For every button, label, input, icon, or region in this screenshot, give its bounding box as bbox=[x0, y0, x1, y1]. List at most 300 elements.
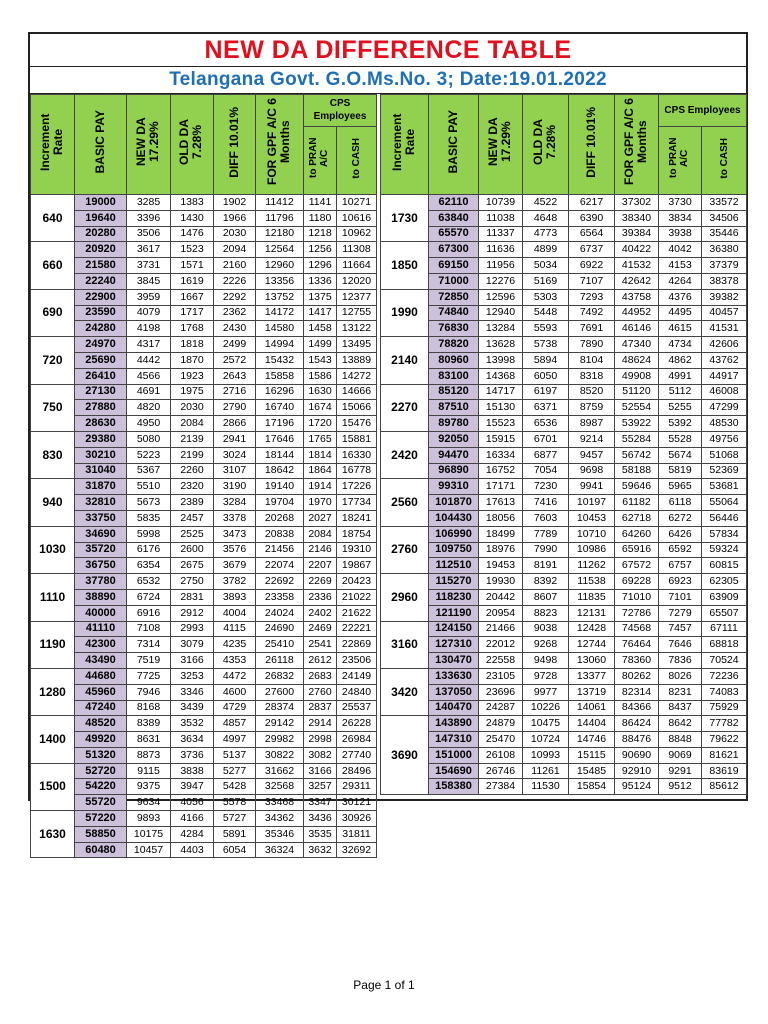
value-cell: 16330 bbox=[337, 447, 377, 463]
basic-pay-cell: 31870 bbox=[75, 479, 127, 495]
table-row bbox=[31, 305, 377, 321]
value-cell: 4264 bbox=[659, 273, 702, 289]
table-row bbox=[381, 431, 747, 447]
value-cell: 5034 bbox=[523, 258, 569, 274]
value-cell: 1499 bbox=[304, 337, 337, 353]
basic-pay-cell: 104430 bbox=[429, 510, 479, 526]
value-cell: 2914 bbox=[304, 716, 337, 732]
value-cell: 4691 bbox=[127, 384, 171, 400]
value-cell: 9457 bbox=[569, 447, 615, 463]
value-cell: 4857 bbox=[214, 716, 256, 732]
value-cell: 30121 bbox=[337, 795, 377, 811]
value-cell: 9115 bbox=[127, 763, 171, 779]
value-cell: 55064 bbox=[702, 495, 747, 511]
value-cell: 1375 bbox=[304, 289, 337, 305]
value-cell: 9268 bbox=[523, 637, 569, 653]
table-row bbox=[31, 463, 377, 479]
value-cell: 23358 bbox=[256, 589, 304, 605]
table-row bbox=[381, 605, 747, 621]
value-cell: 18499 bbox=[479, 526, 523, 542]
table-row bbox=[381, 226, 747, 242]
value-cell: 8642 bbox=[659, 716, 702, 732]
value-cell: 48624 bbox=[615, 352, 659, 368]
value-cell: 4317 bbox=[127, 337, 171, 353]
value-cell: 43762 bbox=[702, 352, 747, 368]
page-footer: Page 1 of 1 bbox=[353, 978, 415, 992]
value-cell: 2457 bbox=[171, 510, 214, 526]
value-cell: 1180 bbox=[304, 210, 337, 226]
value-cell: 21466 bbox=[479, 621, 523, 637]
header-diff-text: DIFF 10.01% bbox=[584, 106, 598, 178]
basic-pay-cell: 55720 bbox=[75, 795, 127, 811]
table-row bbox=[31, 289, 377, 305]
value-cell: 20268 bbox=[256, 510, 304, 526]
basic-pay-cell: 26410 bbox=[75, 368, 127, 384]
value-cell: 22012 bbox=[479, 637, 523, 653]
value-cell: 9498 bbox=[523, 653, 569, 669]
value-cell: 8848 bbox=[659, 732, 702, 748]
value-cell: 19867 bbox=[337, 558, 377, 574]
header-to-cash bbox=[337, 126, 377, 194]
table-row bbox=[31, 447, 377, 463]
table-row bbox=[381, 779, 747, 795]
table-row bbox=[31, 368, 377, 384]
basic-pay-cell: 24970 bbox=[75, 337, 127, 353]
table-row bbox=[381, 653, 747, 669]
value-cell: 2993 bbox=[171, 621, 214, 637]
table-row bbox=[381, 305, 747, 321]
value-cell: 15523 bbox=[479, 416, 523, 432]
value-cell: 51120 bbox=[615, 384, 659, 400]
value-cell: 37379 bbox=[702, 258, 747, 274]
table-row bbox=[381, 716, 747, 732]
value-cell: 49756 bbox=[702, 431, 747, 447]
value-cell: 6532 bbox=[127, 574, 171, 590]
value-cell: 1523 bbox=[171, 242, 214, 258]
value-cell: 10993 bbox=[523, 747, 569, 763]
left-da-table bbox=[30, 94, 377, 858]
value-cell: 8987 bbox=[569, 416, 615, 432]
table-row bbox=[381, 273, 747, 289]
value-cell: 9512 bbox=[659, 779, 702, 795]
value-cell: 7279 bbox=[659, 605, 702, 621]
basic-pay-cell: 27130 bbox=[75, 384, 127, 400]
table-row bbox=[31, 558, 377, 574]
basic-pay-cell: 67300 bbox=[429, 242, 479, 258]
table-row bbox=[31, 763, 377, 779]
table-row bbox=[381, 210, 747, 226]
value-cell: 2260 bbox=[171, 463, 214, 479]
header-old-da bbox=[171, 95, 214, 195]
table-row bbox=[381, 463, 747, 479]
value-cell: 6724 bbox=[127, 589, 171, 605]
value-cell: 41532 bbox=[615, 258, 659, 274]
table-row bbox=[31, 542, 377, 558]
table-row bbox=[31, 352, 377, 368]
table-row bbox=[31, 495, 377, 511]
value-cell: 10724 bbox=[523, 732, 569, 748]
value-cell: 11796 bbox=[256, 210, 304, 226]
value-cell: 4166 bbox=[171, 811, 214, 827]
basic-pay-cell: 158380 bbox=[429, 779, 479, 795]
value-cell: 7836 bbox=[659, 653, 702, 669]
value-cell: 17646 bbox=[256, 431, 304, 447]
value-cell: 56742 bbox=[615, 447, 659, 463]
value-cell: 3782 bbox=[214, 574, 256, 590]
value-cell: 3285 bbox=[127, 195, 171, 211]
value-cell: 19140 bbox=[256, 479, 304, 495]
value-cell: 6916 bbox=[127, 605, 171, 621]
value-cell: 15854 bbox=[569, 779, 615, 795]
subtitle-row bbox=[30, 66, 746, 94]
value-cell: 36324 bbox=[256, 842, 304, 858]
value-cell: 1383 bbox=[171, 195, 214, 211]
basic-pay-cell: 69150 bbox=[429, 258, 479, 274]
table-row bbox=[381, 747, 747, 763]
value-cell: 16778 bbox=[337, 463, 377, 479]
value-cell: 8607 bbox=[523, 589, 569, 605]
value-cell: 4997 bbox=[214, 732, 256, 748]
value-cell: 1296 bbox=[304, 258, 337, 274]
value-cell: 2362 bbox=[214, 305, 256, 321]
value-cell: 4284 bbox=[171, 826, 214, 842]
basic-pay-cell: 71000 bbox=[429, 273, 479, 289]
basic-pay-cell: 109750 bbox=[429, 542, 479, 558]
value-cell: 5510 bbox=[127, 479, 171, 495]
value-cell: 8389 bbox=[127, 716, 171, 732]
value-cell: 2866 bbox=[214, 416, 256, 432]
table-row bbox=[31, 510, 377, 526]
value-cell: 38340 bbox=[615, 210, 659, 226]
value-cell: 26746 bbox=[479, 763, 523, 779]
increment-rate-cell: 1280 bbox=[31, 668, 75, 715]
basic-pay-cell: 36750 bbox=[75, 558, 127, 574]
basic-pay-cell: 124150 bbox=[429, 621, 479, 637]
value-cell: 1814 bbox=[304, 447, 337, 463]
page-subtitle: Telangana Govt. G.O.Ms.No. 3; Date:19.01.2022 bbox=[169, 69, 607, 90]
value-cell: 5223 bbox=[127, 447, 171, 463]
basic-pay-cell: 101870 bbox=[429, 495, 479, 511]
value-cell: 12276 bbox=[479, 273, 523, 289]
value-cell: 32692 bbox=[337, 842, 377, 858]
value-cell: 5112 bbox=[659, 384, 702, 400]
value-cell: 12596 bbox=[479, 289, 523, 305]
value-cell: 11337 bbox=[479, 226, 523, 242]
value-cell: 67572 bbox=[615, 558, 659, 574]
basic-pay-cell: 25690 bbox=[75, 352, 127, 368]
increment-rate-cell: 1110 bbox=[31, 574, 75, 621]
value-cell: 81621 bbox=[702, 747, 747, 763]
value-cell: 3190 bbox=[214, 479, 256, 495]
value-cell: 22692 bbox=[256, 574, 304, 590]
basic-pay-cell: 19000 bbox=[75, 195, 127, 211]
table-row bbox=[381, 510, 747, 526]
value-cell: 8191 bbox=[523, 558, 569, 574]
value-cell: 40457 bbox=[702, 305, 747, 321]
right-da-table bbox=[380, 94, 747, 795]
value-cell: 2336 bbox=[304, 589, 337, 605]
value-cell: 14717 bbox=[479, 384, 523, 400]
value-cell: 13495 bbox=[337, 337, 377, 353]
basic-pay-cell: 80960 bbox=[429, 352, 479, 368]
basic-pay-cell: 33750 bbox=[75, 510, 127, 526]
value-cell: 61182 bbox=[615, 495, 659, 511]
value-cell: 2269 bbox=[304, 574, 337, 590]
table-row bbox=[381, 542, 747, 558]
header-new-da bbox=[127, 95, 171, 195]
basic-pay-cell: 99310 bbox=[429, 479, 479, 495]
value-cell: 2831 bbox=[171, 589, 214, 605]
value-cell: 12755 bbox=[337, 305, 377, 321]
value-cell: 3082 bbox=[304, 747, 337, 763]
value-cell: 2030 bbox=[171, 400, 214, 416]
value-cell: 7293 bbox=[569, 289, 615, 305]
value-cell: 71010 bbox=[615, 589, 659, 605]
value-cell: 6426 bbox=[659, 526, 702, 542]
value-cell: 3947 bbox=[171, 779, 214, 795]
value-cell: 5673 bbox=[127, 495, 171, 511]
value-cell: 74568 bbox=[615, 621, 659, 637]
table-row bbox=[381, 384, 747, 400]
value-cell: 8437 bbox=[659, 700, 702, 716]
value-cell: 29142 bbox=[256, 716, 304, 732]
value-cell: 15881 bbox=[337, 431, 377, 447]
table-row bbox=[31, 621, 377, 637]
value-cell: 7054 bbox=[523, 463, 569, 479]
value-cell: 17734 bbox=[337, 495, 377, 511]
value-cell: 1417 bbox=[304, 305, 337, 321]
value-cell: 20954 bbox=[479, 605, 523, 621]
value-cell: 30822 bbox=[256, 747, 304, 763]
value-cell: 24690 bbox=[256, 621, 304, 637]
value-cell: 62718 bbox=[615, 510, 659, 526]
value-cell: 83619 bbox=[702, 763, 747, 779]
value-cell: 24840 bbox=[337, 684, 377, 700]
value-cell: 11956 bbox=[479, 258, 523, 274]
value-cell: 2027 bbox=[304, 510, 337, 526]
value-cell: 4648 bbox=[523, 210, 569, 226]
basic-pay-cell: 44680 bbox=[75, 668, 127, 684]
value-cell: 5578 bbox=[214, 795, 256, 811]
basic-pay-cell: 48520 bbox=[75, 716, 127, 732]
value-cell: 59324 bbox=[702, 542, 747, 558]
value-cell: 20838 bbox=[256, 526, 304, 542]
table-row bbox=[381, 368, 747, 384]
value-cell: 7990 bbox=[523, 542, 569, 558]
table-row bbox=[31, 811, 377, 827]
value-cell: 6354 bbox=[127, 558, 171, 574]
value-cell: 4403 bbox=[171, 842, 214, 858]
value-cell: 7314 bbox=[127, 637, 171, 653]
value-cell: 4376 bbox=[659, 289, 702, 305]
value-cell: 38378 bbox=[702, 273, 747, 289]
table-row bbox=[31, 747, 377, 763]
basic-pay-cell: 52720 bbox=[75, 763, 127, 779]
value-cell: 62305 bbox=[702, 574, 747, 590]
table-row bbox=[31, 668, 377, 684]
value-cell: 3079 bbox=[171, 637, 214, 653]
value-cell: 1571 bbox=[171, 258, 214, 274]
header-to-pran bbox=[659, 126, 702, 194]
value-cell: 26108 bbox=[479, 747, 523, 763]
value-cell: 7603 bbox=[523, 510, 569, 526]
table-row bbox=[31, 637, 377, 653]
value-cell: 6701 bbox=[523, 431, 569, 447]
increment-rate-cell: 750 bbox=[31, 384, 75, 431]
value-cell: 9698 bbox=[569, 463, 615, 479]
value-cell: 5835 bbox=[127, 510, 171, 526]
value-cell: 24149 bbox=[337, 668, 377, 684]
increment-rate-cell: 3690 bbox=[381, 716, 429, 795]
value-cell: 14368 bbox=[479, 368, 523, 384]
value-cell: 18642 bbox=[256, 463, 304, 479]
value-cell: 26832 bbox=[256, 668, 304, 684]
value-cell: 7691 bbox=[569, 321, 615, 337]
value-cell: 47340 bbox=[615, 337, 659, 353]
table-row bbox=[31, 416, 377, 432]
increment-rate-cell: 2760 bbox=[381, 526, 429, 573]
basic-pay-cell: 115270 bbox=[429, 574, 479, 590]
value-cell: 7108 bbox=[127, 621, 171, 637]
value-cell: 2094 bbox=[214, 242, 256, 258]
value-cell: 5448 bbox=[523, 305, 569, 321]
header-new-da-text: NEW DA 17.29% bbox=[133, 117, 161, 167]
value-cell: 6592 bbox=[659, 542, 702, 558]
value-cell: 40422 bbox=[615, 242, 659, 258]
value-cell: 15476 bbox=[337, 416, 377, 432]
basic-pay-cell: 151000 bbox=[429, 747, 479, 763]
increment-rate-cell: 1500 bbox=[31, 763, 75, 810]
basic-pay-cell: 143890 bbox=[429, 716, 479, 732]
value-cell: 79622 bbox=[702, 732, 747, 748]
value-cell: 69228 bbox=[615, 574, 659, 590]
value-cell: 6877 bbox=[523, 447, 569, 463]
increment-rate-cell: 2420 bbox=[381, 431, 429, 478]
basic-pay-cell: 35720 bbox=[75, 542, 127, 558]
basic-pay-cell: 87510 bbox=[429, 400, 479, 416]
value-cell: 4566 bbox=[127, 368, 171, 384]
value-cell: 15066 bbox=[337, 400, 377, 416]
value-cell: 68818 bbox=[702, 637, 747, 653]
value-cell: 2600 bbox=[171, 542, 214, 558]
header-old-da-text: OLD DA 7.28% bbox=[530, 119, 558, 165]
value-cell: 72236 bbox=[702, 668, 747, 684]
increment-rate-cell: 1730 bbox=[381, 195, 429, 242]
value-cell: 3378 bbox=[214, 510, 256, 526]
value-cell: 1870 bbox=[171, 352, 214, 368]
value-cell: 42606 bbox=[702, 337, 747, 353]
value-cell: 25537 bbox=[337, 700, 377, 716]
value-cell: 10739 bbox=[479, 195, 523, 211]
value-cell: 1336 bbox=[304, 273, 337, 289]
table-row bbox=[381, 337, 747, 353]
value-cell: 7946 bbox=[127, 684, 171, 700]
value-cell: 63909 bbox=[702, 589, 747, 605]
value-cell: 2320 bbox=[171, 479, 214, 495]
value-cell: 1966 bbox=[214, 210, 256, 226]
value-cell: 18241 bbox=[337, 510, 377, 526]
value-cell: 9069 bbox=[659, 747, 702, 763]
value-cell: 6923 bbox=[659, 574, 702, 590]
value-cell: 2941 bbox=[214, 431, 256, 447]
increment-rate-cell: 640 bbox=[31, 195, 75, 242]
value-cell: 26228 bbox=[337, 716, 377, 732]
value-cell: 34506 bbox=[702, 210, 747, 226]
table-row bbox=[381, 668, 747, 684]
value-cell: 37302 bbox=[615, 195, 659, 211]
value-cell: 17196 bbox=[256, 416, 304, 432]
value-cell: 14061 bbox=[569, 700, 615, 716]
value-cell: 4115 bbox=[214, 621, 256, 637]
increment-rate-cell: 2140 bbox=[381, 337, 429, 384]
basic-pay-cell: 32810 bbox=[75, 495, 127, 511]
value-cell: 4079 bbox=[127, 305, 171, 321]
value-cell: 17226 bbox=[337, 479, 377, 495]
value-cell: 2683 bbox=[304, 668, 337, 684]
table-row bbox=[381, 763, 747, 779]
value-cell: 41531 bbox=[702, 321, 747, 337]
value-cell: 1765 bbox=[304, 431, 337, 447]
value-cell: 1923 bbox=[171, 368, 214, 384]
value-cell: 15115 bbox=[569, 747, 615, 763]
value-cell: 13998 bbox=[479, 352, 523, 368]
value-cell: 7492 bbox=[569, 305, 615, 321]
basic-pay-cell: 147310 bbox=[429, 732, 479, 748]
basic-pay-cell: 83100 bbox=[429, 368, 479, 384]
value-cell: 19704 bbox=[256, 495, 304, 511]
value-cell: 8318 bbox=[569, 368, 615, 384]
value-cell: 6737 bbox=[569, 242, 615, 258]
header-gpf-text: FOR GPF A/C 6 Months bbox=[621, 98, 649, 186]
value-cell: 15432 bbox=[256, 352, 304, 368]
value-cell: 65507 bbox=[702, 605, 747, 621]
value-cell: 3439 bbox=[171, 700, 214, 716]
value-cell: 11538 bbox=[569, 574, 615, 590]
header-increment-rate-text: Increment Rate bbox=[389, 113, 417, 171]
basic-pay-cell: 34690 bbox=[75, 526, 127, 542]
value-cell: 1975 bbox=[171, 384, 214, 400]
value-cell: 14666 bbox=[337, 384, 377, 400]
value-cell: 3166 bbox=[304, 763, 337, 779]
value-cell: 86424 bbox=[615, 716, 659, 732]
basic-pay-cell: 94470 bbox=[429, 447, 479, 463]
value-cell: 44952 bbox=[615, 305, 659, 321]
table-row bbox=[31, 732, 377, 748]
value-cell: 13284 bbox=[479, 321, 523, 337]
value-cell: 4442 bbox=[127, 352, 171, 368]
table-row bbox=[381, 479, 747, 495]
value-cell: 25410 bbox=[256, 637, 304, 653]
value-cell: 11308 bbox=[337, 242, 377, 258]
value-cell: 46146 bbox=[615, 321, 659, 337]
value-cell: 33468 bbox=[256, 795, 304, 811]
value-cell: 1720 bbox=[304, 416, 337, 432]
value-cell: 24879 bbox=[479, 716, 523, 732]
value-cell: 2402 bbox=[304, 605, 337, 621]
value-cell: 16740 bbox=[256, 400, 304, 416]
value-cell: 5528 bbox=[659, 431, 702, 447]
value-cell: 12020 bbox=[337, 273, 377, 289]
table-row bbox=[31, 479, 377, 495]
table-row bbox=[381, 700, 747, 716]
basic-pay-cell: 92050 bbox=[429, 431, 479, 447]
table-row bbox=[381, 242, 747, 258]
value-cell: 4235 bbox=[214, 637, 256, 653]
basic-pay-cell: 22240 bbox=[75, 273, 127, 289]
value-cell: 5169 bbox=[523, 273, 569, 289]
table-row bbox=[381, 637, 747, 653]
value-cell: 3679 bbox=[214, 558, 256, 574]
